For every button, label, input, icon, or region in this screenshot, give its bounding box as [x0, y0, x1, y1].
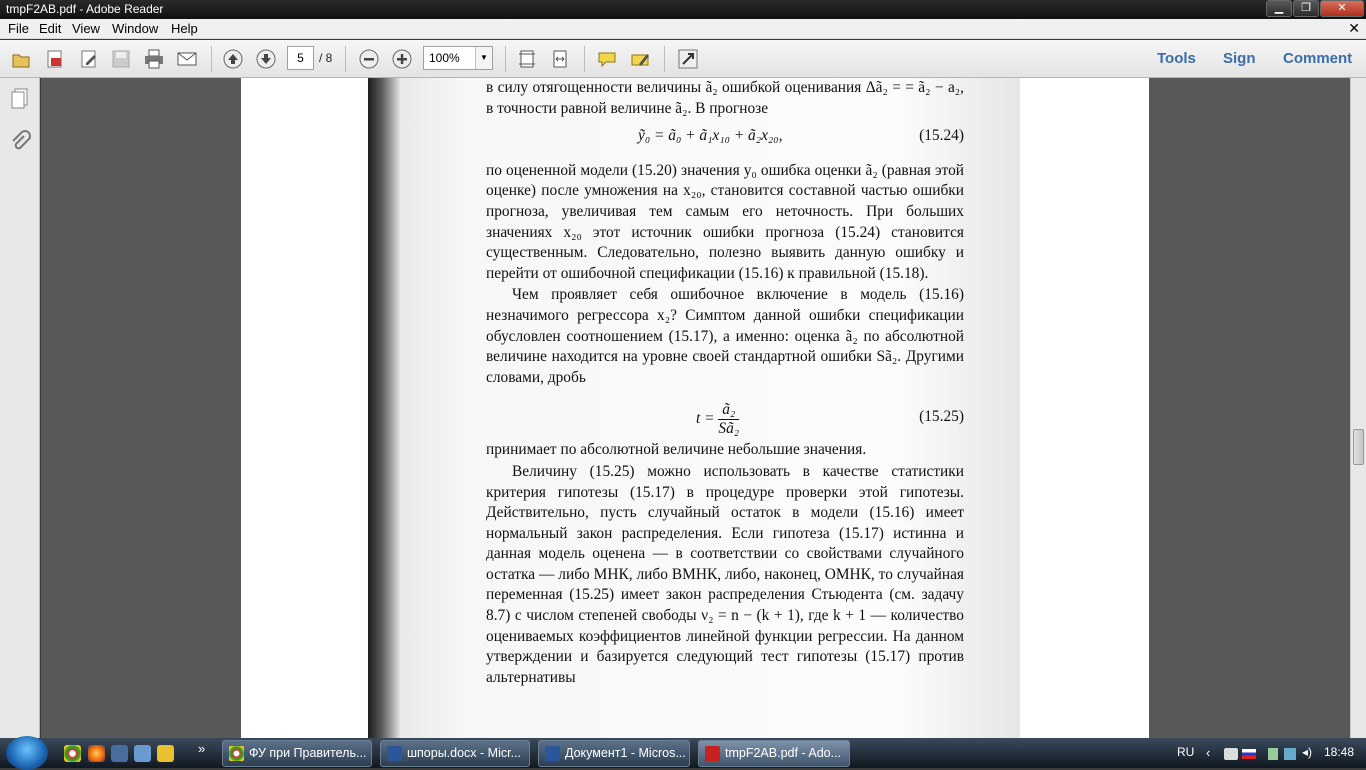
page-margin: [1020, 78, 1149, 738]
taskbar-item-adobe-reader[interactable]: [698, 740, 850, 767]
open-icon[interactable]: [8, 47, 34, 71]
menu-window[interactable]: Window: [112, 21, 159, 36]
taskbar-item-label: Документ1 - Micros...: [565, 746, 686, 760]
scrollbar-thumb[interactable]: [1353, 429, 1364, 465]
explorer-icon[interactable]: [111, 745, 128, 762]
fraction-numerator: ã₂: [718, 401, 739, 420]
save-icon[interactable]: [108, 47, 134, 71]
fit-width-icon[interactable]: [547, 47, 573, 71]
paragraph-1: в силу отягощенности величины ã₂ ошибкой оценивания Δã₂ = = ã₂ − a₂, в точности равной величине ã₂. В прогнозе: [486, 79, 964, 117]
equation-lhs: t =: [696, 410, 715, 428]
paragraph-2: по оцененной модели (15.20) значения y₀ ошибка оценки ã₂ (равная этой оценке) после умножения на x₂₀, становится составной частью ошибки прогноза, увеличивая тем самым его неточность. При больших значениях x₂₀ этот источник ошибки прогноза (15.24) становится существенным. Следовательно, полезно выявить данную ошибку и перейти от ошибочной спецификации (15.16) к правильной (15.18).: [486, 161, 964, 282]
page-number-input[interactable]: 5: [287, 46, 314, 70]
fraction-denominator: Sã₂: [718, 420, 740, 438]
word-icon: [545, 746, 560, 761]
fit-page-icon[interactable]: [514, 47, 540, 71]
start-button[interactable]: [6, 736, 48, 770]
page-total: / 8: [319, 51, 333, 65]
menu-view[interactable]: View: [72, 21, 100, 36]
page-thumbnails-icon[interactable]: [8, 86, 32, 110]
expand-icon[interactable]: [675, 47, 701, 71]
taskbar-item-word-shpory[interactable]: [380, 740, 530, 767]
zoom-in-icon[interactable]: [389, 47, 415, 71]
print-icon[interactable]: [141, 47, 167, 71]
quicklaunch-more-icon[interactable]: »: [198, 741, 206, 756]
tray-app-icon[interactable]: [1284, 748, 1296, 760]
restore-button[interactable]: ❐: [1293, 0, 1319, 17]
title-bar: [0, 0, 1366, 19]
taskbar-item-word-document1[interactable]: [538, 740, 690, 767]
email-icon[interactable]: [174, 47, 200, 71]
attachments-icon[interactable]: [8, 130, 32, 154]
equation-15-25: [486, 397, 964, 437]
edit-pdf-icon[interactable]: [76, 47, 102, 71]
equation-15-24: [486, 126, 964, 147]
chevron-down-icon[interactable]: ▼: [475, 47, 492, 69]
highlight-icon[interactable]: [627, 47, 653, 71]
navigation-panel: [0, 78, 40, 738]
vertical-scrollbar[interactable]: [1350, 78, 1366, 738]
taskbar-item-label: шпоры.docx - Micr...: [407, 746, 522, 760]
chrome-icon[interactable]: [64, 745, 81, 762]
sticky-note-icon[interactable]: [594, 47, 620, 71]
menu-edit[interactable]: Edit: [39, 21, 62, 36]
next-page-icon[interactable]: [253, 47, 279, 71]
zoom-out-icon[interactable]: [356, 47, 382, 71]
scan-edge-shadow: [368, 78, 402, 738]
firefox-icon[interactable]: [88, 745, 105, 762]
equation-formula-fraction: [696, 401, 739, 438]
word-icon: [387, 746, 402, 761]
quicklaunch-icon[interactable]: [157, 745, 174, 762]
taskbar-item-browser[interactable]: [222, 740, 372, 767]
taskbar-item-label: tmpF2AB.pdf - Ado...: [725, 746, 842, 760]
paragraph-4: принимает по абсолютной величине небольшие значения.: [486, 441, 867, 459]
adobe-reader-icon: [705, 746, 720, 761]
russian-flag-icon[interactable]: [1242, 749, 1256, 759]
volume-icon[interactable]: ◂): [1302, 745, 1313, 759]
sign-button[interactable]: Sign: [1223, 50, 1256, 67]
zoom-select[interactable]: [423, 46, 493, 70]
create-pdf-icon[interactable]: [42, 47, 68, 71]
menu-bar: [0, 19, 1366, 39]
chrome-icon: [229, 746, 244, 761]
equation-formula: ỹ₀ = ã₀ + ã₁x₁₀ + ã₂x₂₀,: [638, 127, 783, 145]
zoom-value: 100%: [429, 51, 460, 65]
comment-button[interactable]: Comment: [1283, 50, 1353, 67]
tools-button[interactable]: Tools: [1157, 50, 1196, 67]
desktop-icon[interactable]: [134, 745, 151, 762]
window-title: tmpF2AB.pdf - Adobe Reader: [6, 2, 164, 16]
page-text: [486, 78, 964, 688]
equation-number: (15.24): [919, 127, 964, 145]
fraction: [718, 401, 739, 438]
network-icon[interactable]: [1224, 748, 1238, 760]
close-window-button[interactable]: ✕: [1320, 0, 1364, 17]
tray-expand-icon[interactable]: ‹: [1206, 745, 1211, 760]
menu-help[interactable]: Help: [171, 21, 198, 36]
menu-file[interactable]: File: [8, 21, 29, 36]
minimize-button[interactable]: ▁: [1266, 0, 1292, 17]
previous-page-icon[interactable]: [220, 47, 246, 71]
close-document-icon[interactable]: ✕: [1348, 20, 1360, 36]
language-indicator[interactable]: RU: [1177, 745, 1195, 759]
paragraph-3: Чем проявляет себя ошибочное включение в модель (15.16) незначимого регрессора x₂? Симптом данной ошибки спецификации обусловлен соотношением (15.17), а именно: оценка ã₂ по абсолютной величине находится на уровне своей стандартной ошибки Sã₂. Другими словами, дробь: [486, 286, 964, 386]
paragraph-5: Величину (15.25) можно использовать в качестве статистики критерия гипотезы (15.17) в процедуре проверки этой гипотезы. Действительно, пусть случайный остаток в модели (15.16) имеет нормальный закон распределения. Если гипотеза (15.17) истинна и данная модель оценена — в соответствии со свойствами случайного остатка — либо МНК, либо ВМНК, либо, наконец, ОМНК, то случайная переменная (15.25) имеет закон распределения Стьюдента (см. задачу 8.7) с числом степеней свободы ν₂ = n − (k + 1), где k + 1 — количество оцениваемых коэффициентов линейной функции регрессии. На данном утверждении и базируется следующий тест гипотезы (15.17) против альтернативы: [486, 462, 964, 686]
battery-icon[interactable]: [1268, 748, 1278, 760]
equation-number: (15.25): [919, 408, 964, 426]
taskbar-item-label: ФУ при Правитель...: [249, 746, 367, 760]
clock[interactable]: 18:48: [1324, 745, 1355, 759]
